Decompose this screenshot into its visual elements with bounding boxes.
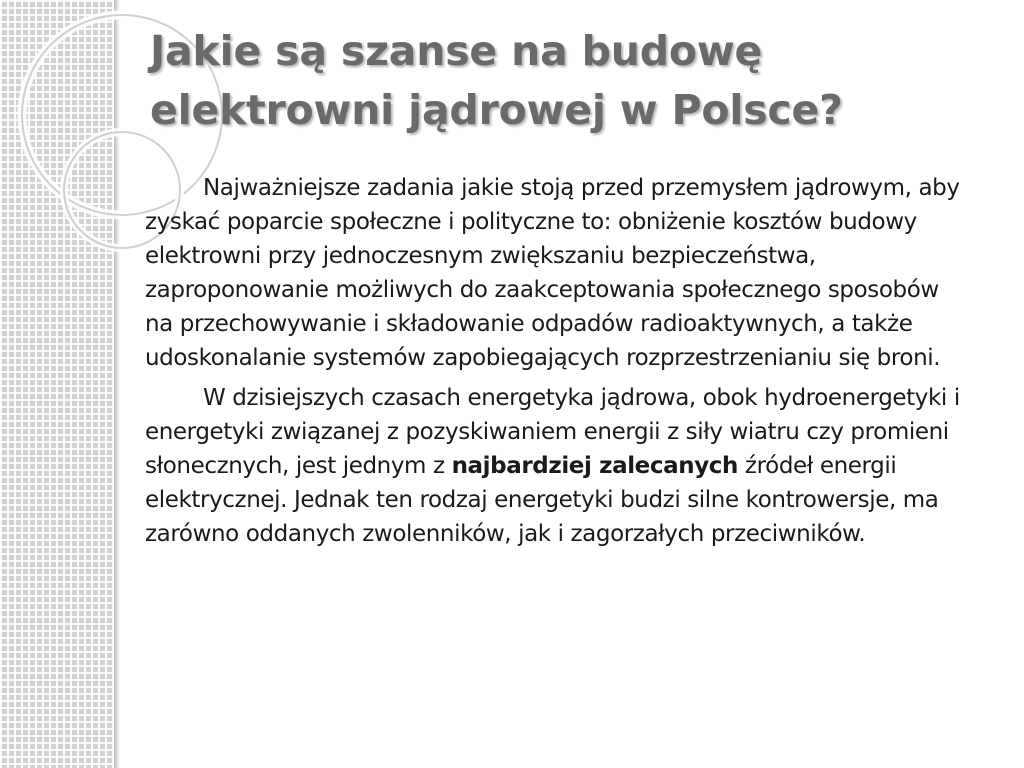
- paragraph-2-bold: najbardziej zalecanych: [451, 453, 739, 479]
- paragraph-2-start: W dzisiejszych czasach energetyka jądrowa, obok hydroenergetyki i energetyki związanej z pozyskiwaniem energii z siły wiatru czy promieni słonecznych, jest jednym z: [145, 385, 960, 479]
- slide-body: [145, 171, 965, 557]
- paragraph-1: Najważniejsze zadania jakie stoją przed przemysłem jądrowym, aby zyskać poparcie społeczne i polityczne to: obniżenie kosztów budowy elektrowni przy jednoczesnym zwiększaniu bezpieczeństwa, zaproponowanie możliwych do zaakceptowania społecznego sposobów na przechowywanie i składowanie odpadów radioaktywnych, a także udoskonalanie systemów zapobiegających rozprzestrzenianiu się broni.: [145, 175, 960, 371]
- paragraph-2-end: źródeł energii elektrycznej. Jednak ten rodzaj energetyki budzi silne kontrowersje, ma zarówno oddanych zwolenników, jak i zagorzałych przeciwników.: [145, 453, 939, 547]
- slide-title: Jakie są szanse na budowę elektrowni jądrowej w Polsce?: [150, 27, 843, 134]
- paragraph-2: [145, 381, 965, 551]
